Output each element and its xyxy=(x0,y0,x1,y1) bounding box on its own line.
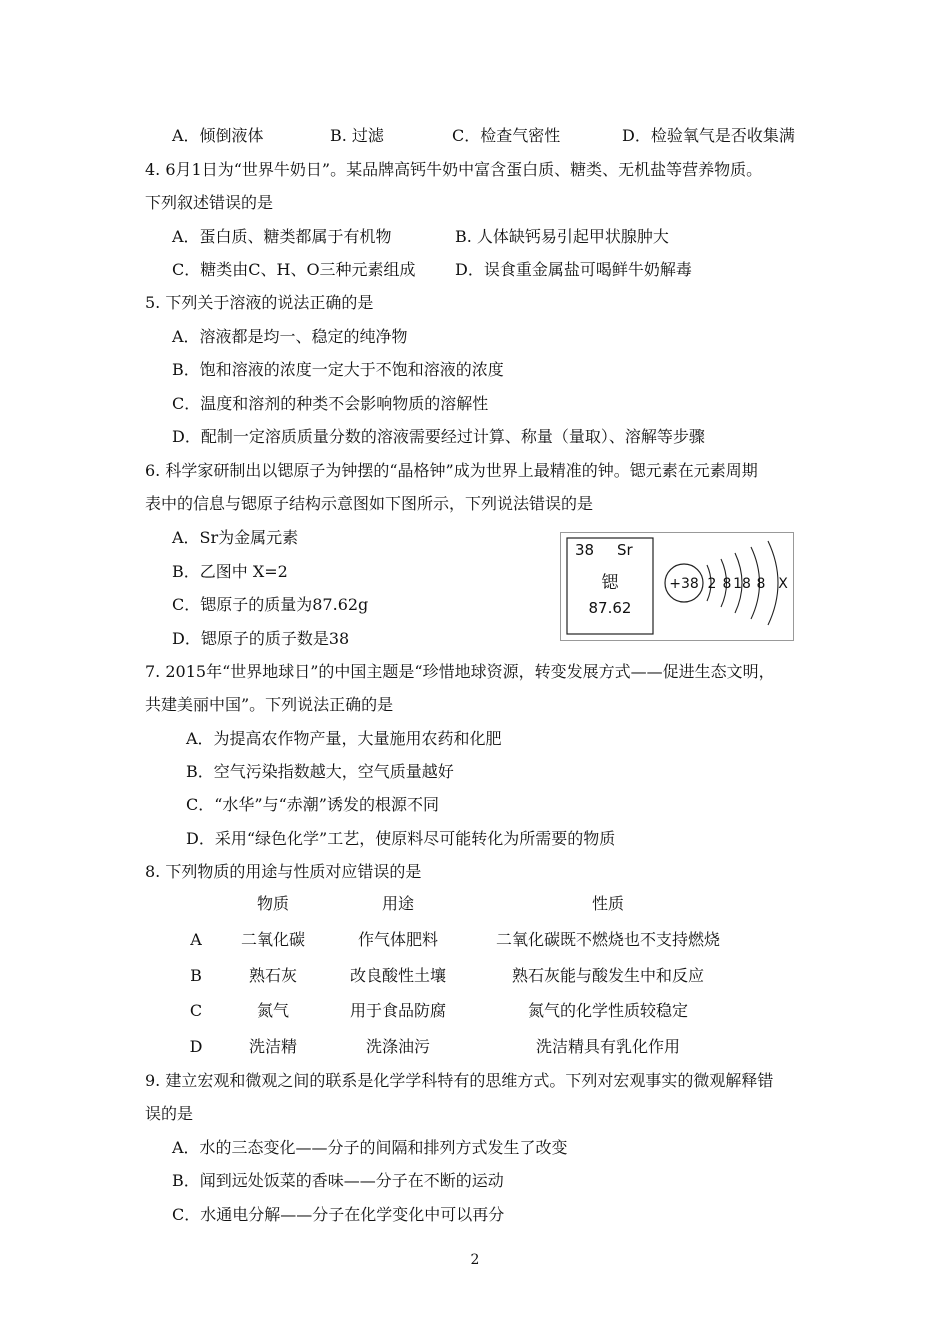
q6-option-a: A．Sr为金属元素 xyxy=(172,528,299,547)
q4-option-d: D．误食重金属盐可喝鲜牛奶解毒 xyxy=(455,260,692,279)
q4-stem-line1: 4. 6月1日为“世界牛奶日”。某品牌高钙牛奶中富含蛋白质、糖类、无机盐等营养物质。 xyxy=(145,160,763,179)
q7-stem-line2: 共建美丽中国”。下列说法正确的是 xyxy=(145,695,394,714)
element-name: 锶 xyxy=(601,573,619,593)
page-number: 2 xyxy=(470,1252,480,1268)
q4-option-c: C．糖类由C、H、O三种元素组成 xyxy=(172,260,416,279)
atomic-number: 38 xyxy=(575,541,595,559)
table-row-b-substance: 熟石灰 xyxy=(248,966,298,985)
table-header-property: 性质 xyxy=(591,894,625,913)
q6-stem-line1: 6. 科学家研制出以锶原子为钟摆的“晶格钟”成为世界上最精准的钟。锶元素在元素周期 xyxy=(145,461,758,480)
q9-option-a: A．水的三态变化——分子的间隔和排列方式发生了改变 xyxy=(172,1138,568,1157)
table-row-a-substance: 二氧化碳 xyxy=(240,930,306,949)
q6-option-d: D．锶原子的质子数是38 xyxy=(172,629,350,648)
element-symbol: Sr xyxy=(617,541,633,559)
q4-option-b: B. 人体缺钙易引起甲状腺肿大 xyxy=(455,227,669,246)
table-row-a-use: 作气体肥料 xyxy=(357,930,439,949)
q6-option-c: C．锶原子的质量为87.62g xyxy=(172,595,369,614)
table-row-c-substance: 氮气 xyxy=(256,1001,290,1020)
q5-option-d: D．配制一定溶质质量分数的溶液需要经过计算、称量（量取）、溶解等步骤 xyxy=(172,427,705,446)
table-row-b-use: 改良酸性土壤 xyxy=(349,966,447,985)
table-row-c-option: C xyxy=(189,1001,203,1020)
table-row-d-substance: 洗洁精 xyxy=(248,1037,298,1056)
q7-stem-line1: 7. 2015年“世界地球日”的中国主题是“珍惜地球资源，转变发展方式——促进生态文明， xyxy=(145,662,775,681)
q5-option-a: A．溶液都是均一、稳定的纯净物 xyxy=(172,327,408,346)
table-row-d-option: D xyxy=(189,1037,203,1056)
q5-option-b: B．饱和溶液的浓度一定大于不饱和溶液的浓度 xyxy=(172,360,504,379)
shell-electrons-4: 8 xyxy=(756,576,766,592)
table-row-c-property: 氮气的化学性质较稳定 xyxy=(527,1001,689,1020)
shell-electrons-5: X xyxy=(778,576,788,592)
shell-electrons-3: 18 xyxy=(733,576,751,592)
q9-option-b: B．闻到远处饭菜的香味——分子在不断的运动 xyxy=(172,1171,504,1190)
table-row-c-use: 用于食品防腐 xyxy=(349,1001,447,1020)
q4-stem-line2: 下列叙述错误的是 xyxy=(145,193,274,212)
table-row-d-property: 洗洁精具有乳化作用 xyxy=(535,1037,681,1056)
shell-electrons-2: 8 xyxy=(722,576,732,592)
q6-option-b: B．乙图中 X=2 xyxy=(172,562,288,581)
q6-stem-line2: 表中的信息与锶原子结构示意图如下图所示，下列说法错误的是 xyxy=(145,494,594,513)
q7-option-b: B．空气污染指数越大，空气质量越好 xyxy=(186,762,454,781)
q3-option-c: C．检查气密性 xyxy=(452,126,561,145)
q3-option-a: A．倾倒液体 xyxy=(172,126,264,145)
shell-arc-5 xyxy=(768,541,778,625)
q4-option-a: A．蛋白质、糖类都属于有机物 xyxy=(172,227,392,246)
q8-stem: 8. 下列物质的用途与性质对应错误的是 xyxy=(145,862,422,881)
table-row-a-property: 二氧化碳既不燃烧也不支持燃烧 xyxy=(495,930,721,949)
table-row-a-option: A xyxy=(190,930,202,949)
q7-option-c: C．“水华”与“赤潮”诱发的根源不同 xyxy=(186,795,439,814)
q7-option-a: A．为提高农作物产量，大量施用农药和化肥 xyxy=(186,729,502,748)
q9-stem-line2: 误的是 xyxy=(145,1104,194,1123)
q3-option-b: B. 过滤 xyxy=(330,126,384,145)
atomic-mass: 87.62 xyxy=(588,599,632,617)
shell-electrons-1: 2 xyxy=(707,576,717,592)
strontium-figure xyxy=(560,532,794,641)
q5-option-c: C．温度和溶剂的种类不会影响物质的溶解性 xyxy=(172,394,489,413)
strontium-diagram xyxy=(561,533,793,640)
table-row-b-property: 熟石灰能与酸发生中和反应 xyxy=(511,966,705,985)
table-header-use: 用途 xyxy=(381,894,415,913)
table-row-d-use: 洗涤油污 xyxy=(365,1037,431,1056)
q7-option-d: D．采用“绿色化学”工艺，使原料尽可能转化为所需要的物质 xyxy=(186,829,616,848)
nucleus-charge: +38 xyxy=(669,576,699,592)
q5-stem: 5. 下列关于溶液的说法正确的是 xyxy=(145,293,374,312)
q9-stem-line1: 9. 建立宏观和微观之间的联系是化学学科特有的思维方式。下列对宏观事实的微观解释错 xyxy=(145,1071,774,1090)
q9-option-c: C．水通电分解——分子在化学变化中可以再分 xyxy=(172,1205,505,1224)
q3-option-d: D．检验氧气是否收集满 xyxy=(622,126,795,145)
table-header-substance: 物质 xyxy=(256,894,290,913)
table-row-b-option: B xyxy=(190,966,202,985)
